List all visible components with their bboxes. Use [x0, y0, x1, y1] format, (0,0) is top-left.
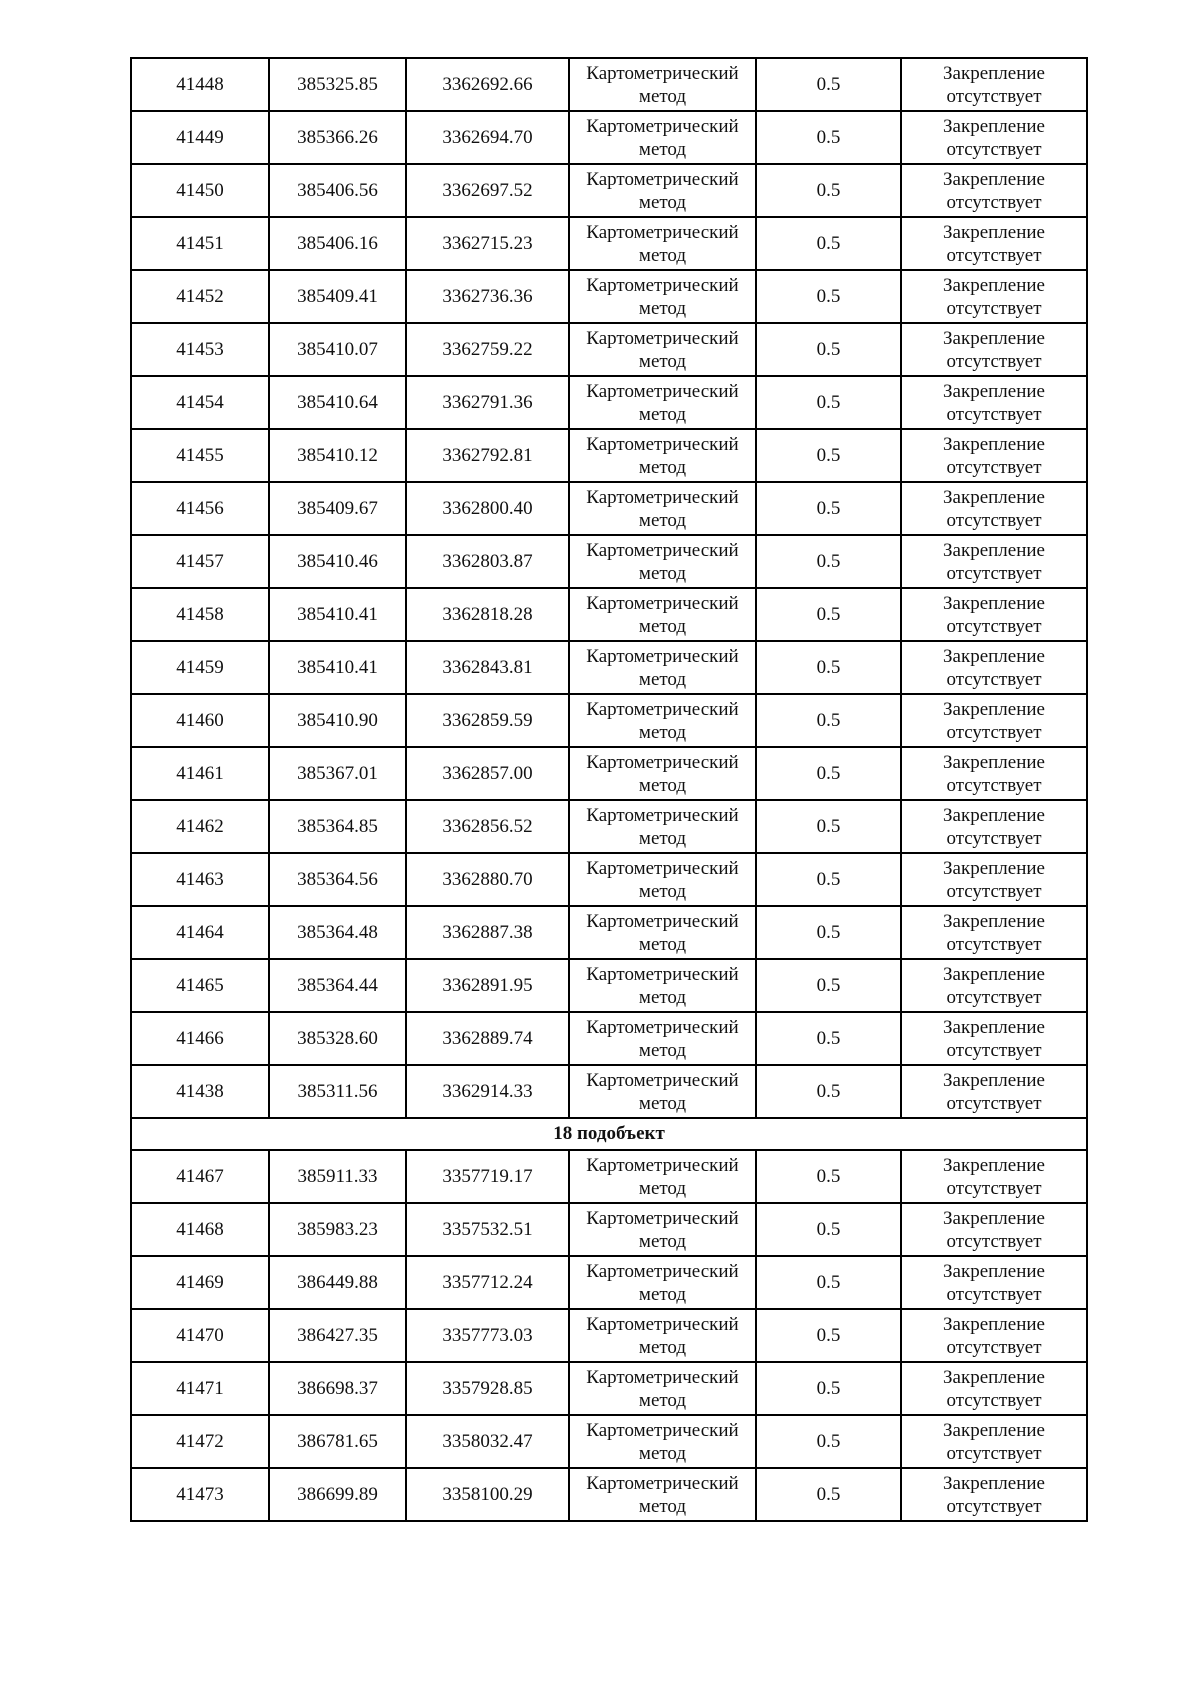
method-cell: Картометрический метод — [569, 747, 756, 800]
y-coordinate-cell: 3362889.74 — [406, 1012, 569, 1065]
accuracy-cell: 0.5 — [756, 906, 901, 959]
method-cell: Картометрический метод — [569, 535, 756, 588]
fixing-cell: Закрепление отсутствует — [901, 1150, 1087, 1203]
point-number-cell: 41454 — [131, 376, 269, 429]
method-cell: Картометрический метод — [569, 1362, 756, 1415]
x-coordinate-cell: 385311.56 — [269, 1065, 406, 1118]
y-coordinate-cell: 3362800.40 — [406, 482, 569, 535]
accuracy-cell: 0.5 — [756, 1468, 901, 1521]
fixing-cell: Закрепление отсутствует — [901, 535, 1087, 588]
accuracy-cell: 0.5 — [756, 747, 901, 800]
accuracy-cell: 0.5 — [756, 1012, 901, 1065]
x-coordinate-cell: 385410.90 — [269, 694, 406, 747]
point-number-cell: 41459 — [131, 641, 269, 694]
accuracy-cell: 0.5 — [756, 694, 901, 747]
rows-b — [131, 1150, 1087, 1521]
table-row — [131, 800, 1087, 853]
table-row — [131, 482, 1087, 535]
point-number-cell: 41464 — [131, 906, 269, 959]
method-cell: Картометрический метод — [569, 853, 756, 906]
method-cell: Картометрический метод — [569, 429, 756, 482]
point-number-cell: 41462 — [131, 800, 269, 853]
x-coordinate-cell: 386699.89 — [269, 1468, 406, 1521]
accuracy-cell: 0.5 — [756, 535, 901, 588]
accuracy-cell: 0.5 — [756, 959, 901, 1012]
table-row — [131, 535, 1087, 588]
point-number-cell: 41456 — [131, 482, 269, 535]
table-row — [131, 1468, 1087, 1521]
x-coordinate-cell: 386449.88 — [269, 1256, 406, 1309]
point-number-cell: 41460 — [131, 694, 269, 747]
table-row — [131, 270, 1087, 323]
y-coordinate-cell: 3362880.70 — [406, 853, 569, 906]
fixing-cell: Закрепление отсутствует — [901, 429, 1087, 482]
accuracy-cell: 0.5 — [756, 641, 901, 694]
method-cell: Картометрический метод — [569, 1012, 756, 1065]
point-number-cell: 41452 — [131, 270, 269, 323]
fixing-cell: Закрепление отсутствует — [901, 111, 1087, 164]
x-coordinate-cell: 385409.67 — [269, 482, 406, 535]
accuracy-cell: 0.5 — [756, 1415, 901, 1468]
method-cell: Картометрический метод — [569, 111, 756, 164]
rows-a — [131, 58, 1087, 1118]
x-coordinate-cell: 385406.16 — [269, 217, 406, 270]
accuracy-cell: 0.5 — [756, 1150, 901, 1203]
x-coordinate-cell: 385410.41 — [269, 588, 406, 641]
x-coordinate-cell: 385410.41 — [269, 641, 406, 694]
method-cell: Картометрический метод — [569, 482, 756, 535]
method-cell: Картометрический метод — [569, 376, 756, 429]
point-number-cell: 41465 — [131, 959, 269, 1012]
x-coordinate-cell: 386427.35 — [269, 1309, 406, 1362]
y-coordinate-cell: 3362843.81 — [406, 641, 569, 694]
method-cell: Картометрический метод — [569, 906, 756, 959]
fixing-cell: Закрепление отсутствует — [901, 1309, 1087, 1362]
fixing-cell: Закрепление отсутствует — [901, 747, 1087, 800]
fixing-cell: Закрепление отсутствует — [901, 800, 1087, 853]
x-coordinate-cell: 385410.46 — [269, 535, 406, 588]
fixing-cell: Закрепление отсутствует — [901, 1203, 1087, 1256]
x-coordinate-cell: 385409.41 — [269, 270, 406, 323]
y-coordinate-cell: 3362887.38 — [406, 906, 569, 959]
x-coordinate-cell: 385364.85 — [269, 800, 406, 853]
accuracy-cell: 0.5 — [756, 800, 901, 853]
accuracy-cell: 0.5 — [756, 429, 901, 482]
point-number-cell: 41448 — [131, 58, 269, 111]
method-cell: Картометрический метод — [569, 58, 756, 111]
accuracy-cell: 0.5 — [756, 111, 901, 164]
table-row — [131, 694, 1087, 747]
y-coordinate-cell: 3362891.95 — [406, 959, 569, 1012]
fixing-cell: Закрепление отсутствует — [901, 588, 1087, 641]
point-number-cell: 41471 — [131, 1362, 269, 1415]
y-coordinate-cell: 3362857.00 — [406, 747, 569, 800]
y-coordinate-cell: 3358032.47 — [406, 1415, 569, 1468]
table-row — [131, 959, 1087, 1012]
y-coordinate-cell: 3357719.17 — [406, 1150, 569, 1203]
table-row — [131, 217, 1087, 270]
accuracy-cell: 0.5 — [756, 1362, 901, 1415]
y-coordinate-cell: 3357532.51 — [406, 1203, 569, 1256]
y-coordinate-cell: 3357928.85 — [406, 1362, 569, 1415]
x-coordinate-cell: 385367.01 — [269, 747, 406, 800]
x-coordinate-cell: 385983.23 — [269, 1203, 406, 1256]
point-number-cell: 41453 — [131, 323, 269, 376]
fixing-cell: Закрепление отсутствует — [901, 323, 1087, 376]
accuracy-cell: 0.5 — [756, 853, 901, 906]
fixing-cell: Закрепление отсутствует — [901, 694, 1087, 747]
accuracy-cell: 0.5 — [756, 376, 901, 429]
fixing-cell: Закрепление отсутствует — [901, 1012, 1087, 1065]
method-cell: Картометрический метод — [569, 1203, 756, 1256]
method-cell: Картометрический метод — [569, 217, 756, 270]
x-coordinate-cell: 385364.48 — [269, 906, 406, 959]
x-coordinate-cell: 386781.65 — [269, 1415, 406, 1468]
table-row — [131, 906, 1087, 959]
table-row — [131, 429, 1087, 482]
point-number-cell: 41469 — [131, 1256, 269, 1309]
fixing-cell: Закрепление отсутствует — [901, 1256, 1087, 1309]
point-number-cell: 41458 — [131, 588, 269, 641]
table-row — [131, 1362, 1087, 1415]
x-coordinate-cell: 385410.64 — [269, 376, 406, 429]
accuracy-cell: 0.5 — [756, 1256, 901, 1309]
document-page — [130, 57, 1086, 1522]
y-coordinate-cell: 3362803.87 — [406, 535, 569, 588]
section-block — [131, 1118, 1087, 1150]
method-cell: Картометрический метод — [569, 164, 756, 217]
x-coordinate-cell: 385325.85 — [269, 58, 406, 111]
fixing-cell: Закрепление отсутствует — [901, 853, 1087, 906]
y-coordinate-cell: 3362856.52 — [406, 800, 569, 853]
table-row — [131, 164, 1087, 217]
fixing-cell: Закрепление отсутствует — [901, 270, 1087, 323]
method-cell: Картометрический метод — [569, 800, 756, 853]
point-number-cell: 41461 — [131, 747, 269, 800]
method-cell: Картометрический метод — [569, 959, 756, 1012]
accuracy-cell: 0.5 — [756, 1065, 901, 1118]
method-cell: Картометрический метод — [569, 1150, 756, 1203]
point-number-cell: 41438 — [131, 1065, 269, 1118]
x-coordinate-cell: 385410.07 — [269, 323, 406, 376]
table-row — [131, 58, 1087, 111]
y-coordinate-cell: 3362692.66 — [406, 58, 569, 111]
method-cell: Картометрический метод — [569, 1065, 756, 1118]
x-coordinate-cell: 385364.56 — [269, 853, 406, 906]
fixing-cell: Закрепление отсутствует — [901, 1362, 1087, 1415]
accuracy-cell: 0.5 — [756, 1309, 901, 1362]
point-number-cell: 41467 — [131, 1150, 269, 1203]
method-cell: Картометрический метод — [569, 270, 756, 323]
point-number-cell: 41463 — [131, 853, 269, 906]
method-cell: Картометрический метод — [569, 1415, 756, 1468]
y-coordinate-cell: 3362792.81 — [406, 429, 569, 482]
point-number-cell: 41472 — [131, 1415, 269, 1468]
accuracy-cell: 0.5 — [756, 323, 901, 376]
accuracy-cell: 0.5 — [756, 217, 901, 270]
method-cell: Картометрический метод — [569, 323, 756, 376]
table-row — [131, 111, 1087, 164]
method-cell: Картометрический метод — [569, 1468, 756, 1521]
point-number-cell: 41473 — [131, 1468, 269, 1521]
table-row — [131, 1309, 1087, 1362]
y-coordinate-cell: 3362914.33 — [406, 1065, 569, 1118]
fixing-cell: Закрепление отсутствует — [901, 164, 1087, 217]
y-coordinate-cell: 3362697.52 — [406, 164, 569, 217]
accuracy-cell: 0.5 — [756, 1203, 901, 1256]
x-coordinate-cell: 386698.37 — [269, 1362, 406, 1415]
y-coordinate-cell: 3357712.24 — [406, 1256, 569, 1309]
method-cell: Картометрический метод — [569, 641, 756, 694]
y-coordinate-cell: 3362859.59 — [406, 694, 569, 747]
point-number-cell: 41450 — [131, 164, 269, 217]
table-row — [131, 747, 1087, 800]
point-number-cell: 41466 — [131, 1012, 269, 1065]
point-number-cell: 41451 — [131, 217, 269, 270]
point-number-cell: 41457 — [131, 535, 269, 588]
fixing-cell: Закрепление отсутствует — [901, 641, 1087, 694]
x-coordinate-cell: 385410.12 — [269, 429, 406, 482]
table-row — [131, 323, 1087, 376]
y-coordinate-cell: 3362791.36 — [406, 376, 569, 429]
y-coordinate-cell: 3362818.28 — [406, 588, 569, 641]
x-coordinate-cell: 385911.33 — [269, 1150, 406, 1203]
fixing-cell: Закрепление отсутствует — [901, 376, 1087, 429]
section-row — [131, 1118, 1087, 1150]
coordinates-table — [130, 57, 1088, 1522]
x-coordinate-cell: 385328.60 — [269, 1012, 406, 1065]
fixing-cell: Закрепление отсутствует — [901, 58, 1087, 111]
accuracy-cell: 0.5 — [756, 270, 901, 323]
x-coordinate-cell: 385364.44 — [269, 959, 406, 1012]
x-coordinate-cell: 385406.56 — [269, 164, 406, 217]
y-coordinate-cell: 3362736.36 — [406, 270, 569, 323]
point-number-cell: 41468 — [131, 1203, 269, 1256]
fixing-cell: Закрепление отсутствует — [901, 482, 1087, 535]
table-row — [131, 376, 1087, 429]
point-number-cell: 41470 — [131, 1309, 269, 1362]
y-coordinate-cell: 3362715.23 — [406, 217, 569, 270]
fixing-cell: Закрепление отсутствует — [901, 906, 1087, 959]
method-cell: Картометрический метод — [569, 694, 756, 747]
accuracy-cell: 0.5 — [756, 588, 901, 641]
table-row — [131, 588, 1087, 641]
accuracy-cell: 0.5 — [756, 58, 901, 111]
y-coordinate-cell: 3358100.29 — [406, 1468, 569, 1521]
accuracy-cell: 0.5 — [756, 164, 901, 217]
y-coordinate-cell: 3357773.03 — [406, 1309, 569, 1362]
point-number-cell: 41449 — [131, 111, 269, 164]
table-row — [131, 1203, 1087, 1256]
point-number-cell: 41455 — [131, 429, 269, 482]
table-row — [131, 1150, 1087, 1203]
table-row — [131, 853, 1087, 906]
fixing-cell: Закрепление отсутствует — [901, 1468, 1087, 1521]
method-cell: Картометрический метод — [569, 588, 756, 641]
fixing-cell: Закрепление отсутствует — [901, 959, 1087, 1012]
y-coordinate-cell: 3362694.70 — [406, 111, 569, 164]
method-cell: Картометрический метод — [569, 1309, 756, 1362]
table-row — [131, 1065, 1087, 1118]
table-row — [131, 1256, 1087, 1309]
x-coordinate-cell: 385366.26 — [269, 111, 406, 164]
table-row — [131, 1012, 1087, 1065]
method-cell: Картометрический метод — [569, 1256, 756, 1309]
section-title: 18 подобъект — [131, 1118, 1087, 1150]
table-row — [131, 1415, 1087, 1468]
fixing-cell: Закрепление отсутствует — [901, 1415, 1087, 1468]
fixing-cell: Закрепление отсутствует — [901, 1065, 1087, 1118]
table-row — [131, 641, 1087, 694]
y-coordinate-cell: 3362759.22 — [406, 323, 569, 376]
accuracy-cell: 0.5 — [756, 482, 901, 535]
fixing-cell: Закрепление отсутствует — [901, 217, 1087, 270]
